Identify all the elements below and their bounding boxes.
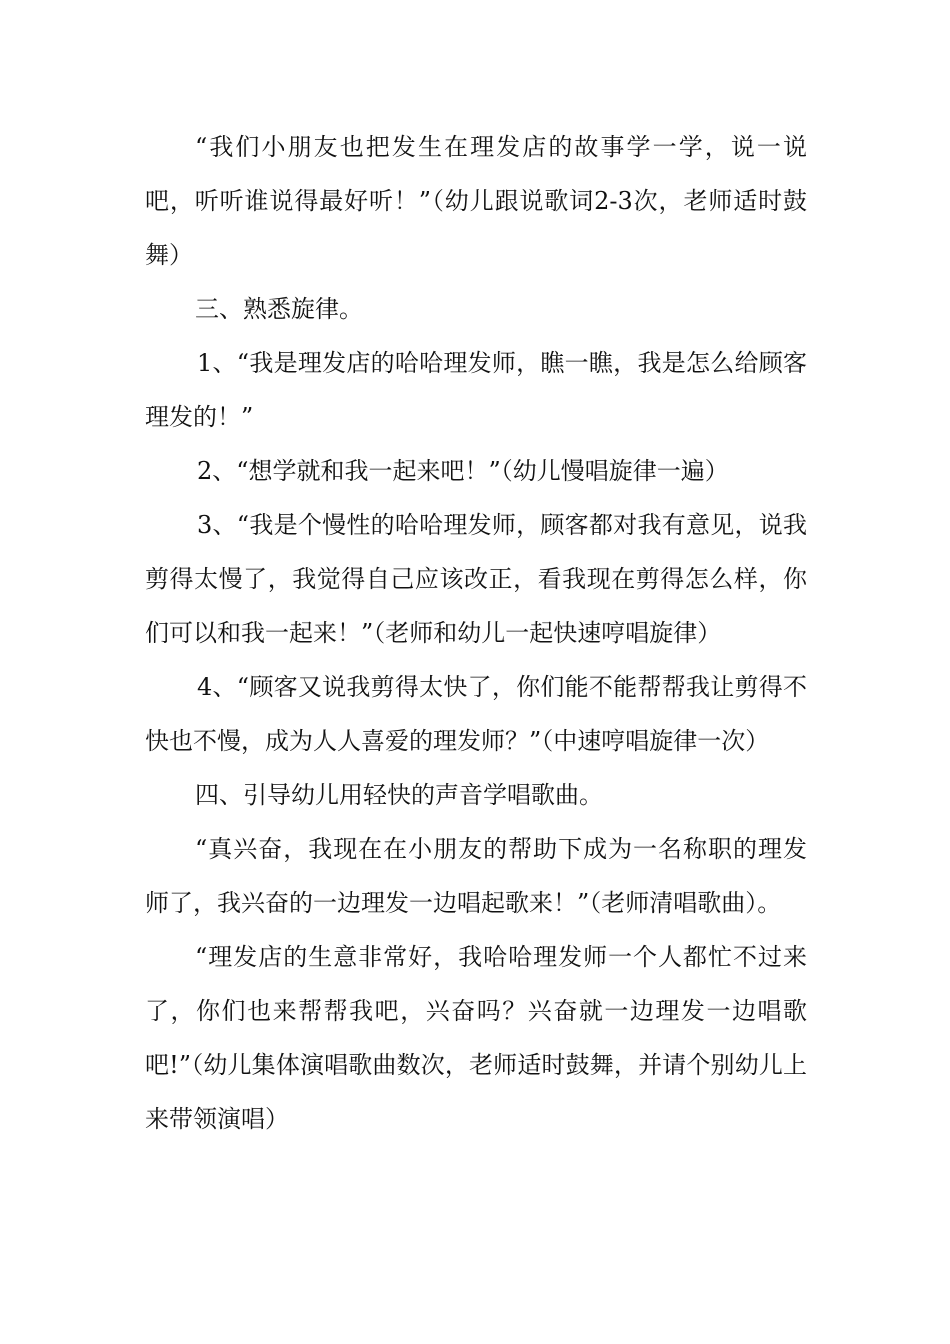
heading-familiarize-melody: 三、熟悉旋律。 — [195, 295, 363, 323]
paragraph-teacher-sings: “真兴奋，我现在在小朋友的帮助下成为一名称职的理发师了，我兴奋的一边理发一边唱起歌来！”（老师清唱歌曲）。 — [145, 835, 807, 917]
heading-learn-song: 四、引导幼儿用轻快的声音学唱歌曲。 — [195, 781, 603, 809]
document-body — [145, 120, 807, 1146]
step-1-paragraph: 1、“我是理发店的哈哈理发师，瞧一瞧，我是怎么给顾客理发的！” — [145, 349, 807, 431]
paragraph-group-singing: “理发店的生意非常好，我哈哈理发师一个人都忙不过来了，你们也来帮帮我吧，兴奋吗？兴奋就一边理发一边唱歌吧!”（幼儿集体演唱歌曲数次，老师适时鼓舞，并请个别幼儿上来带领演唱） — [145, 943, 807, 1133]
step-4-paragraph: 4、“顾客又说我剪得太快了，你们能不能帮帮我让剪得不快也不慢，成为人人喜爱的理发师？”（中速哼唱旋律一次） — [145, 673, 807, 755]
step-3-paragraph: 3、“我是个慢性的哈哈理发师，顾客都对我有意见，说我剪得太慢了，我觉得自己应该改正，看我现在剪得怎么样，你们可以和我一起来！”（老师和幼儿一起快速哼唱旋律） — [145, 511, 807, 647]
step-2-paragraph: 2、“想学就和我一起来吧！”（幼儿慢唱旋律一遍） — [197, 457, 729, 485]
paragraph-follow-lyrics: “我们小朋友也把发生在理发店的故事学一学，说一说吧，听听谁说得最好听！”（幼儿跟说歌词2-3次，老师适时鼓舞） — [145, 133, 807, 269]
